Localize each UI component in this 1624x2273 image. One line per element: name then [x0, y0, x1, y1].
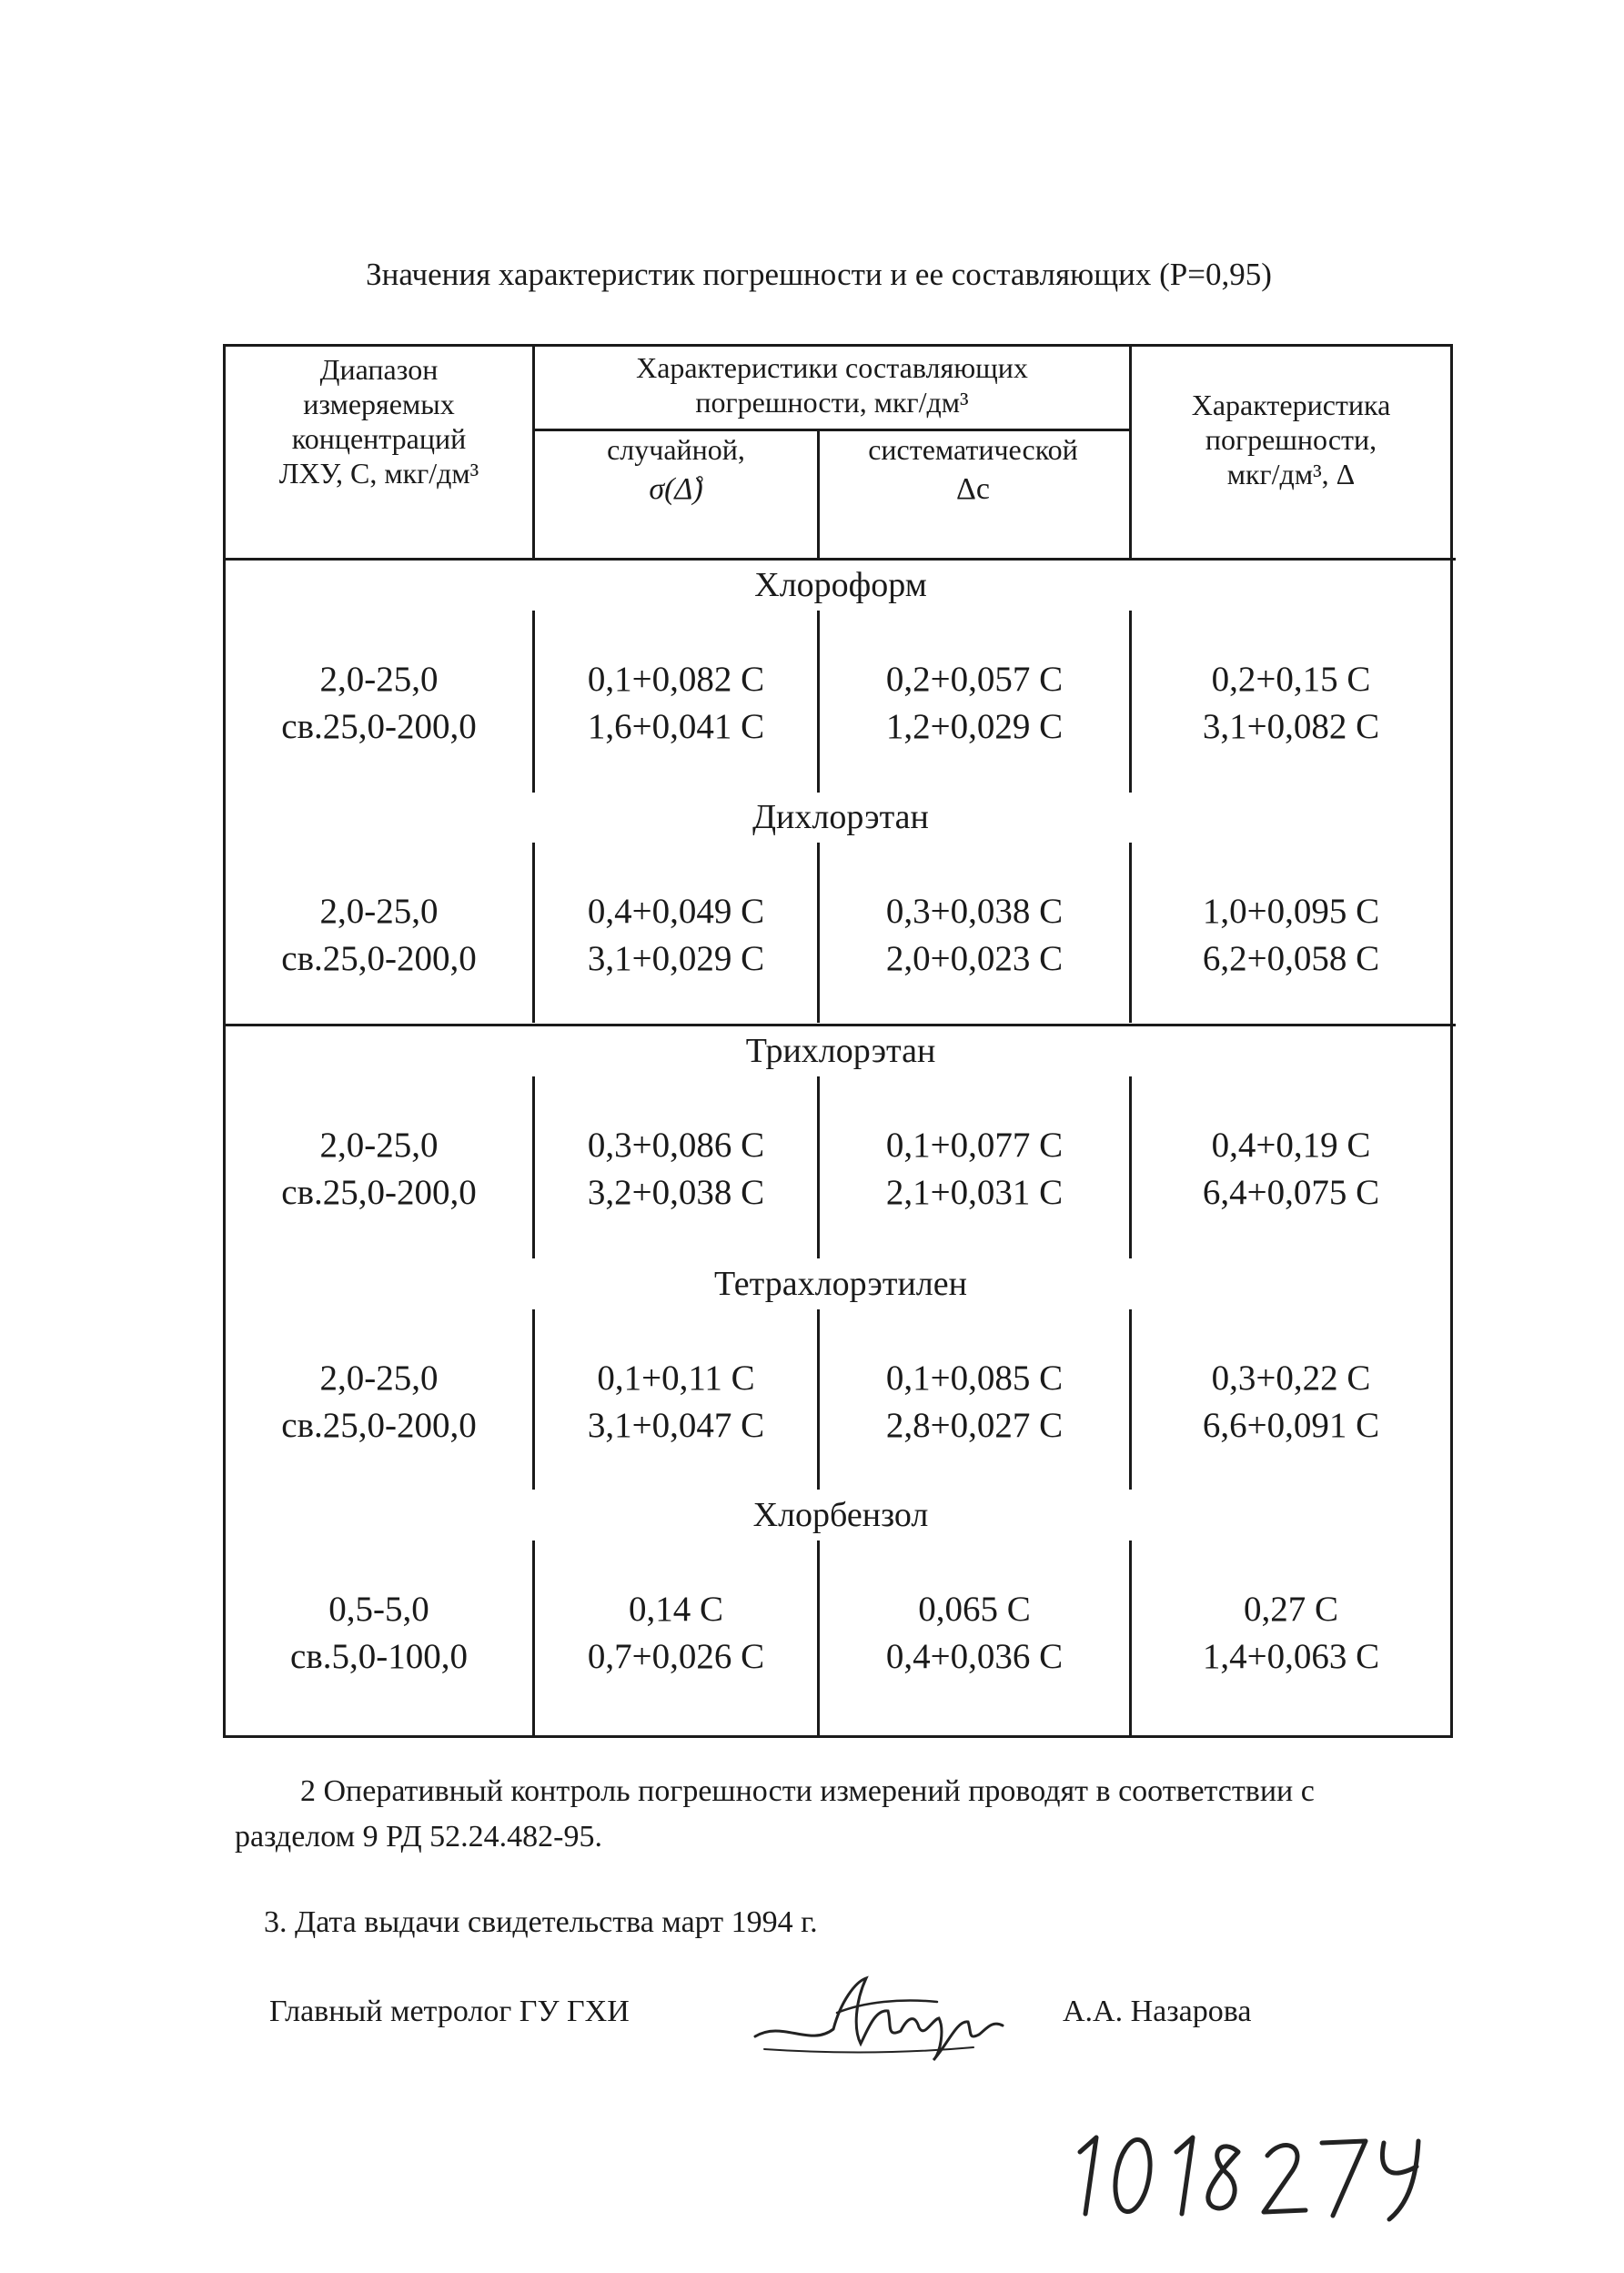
range-value: св.25,0-200,0 — [281, 1173, 477, 1212]
random-cell — [535, 1355, 817, 1450]
range-value: св.25,0-200,0 — [281, 939, 477, 978]
total-cell — [1132, 1355, 1450, 1450]
random-value: 0,7+0,026 С — [587, 1637, 765, 1676]
random-value: 0,14 С — [628, 1590, 723, 1629]
total-cell — [1132, 1122, 1450, 1217]
systematic-value: 1,2+0,029 С — [885, 707, 1064, 746]
range-value: 2,0-25,0 — [319, 1359, 439, 1398]
note-item-2-line1: 2 Оперативный контроль погрешности измерений проводят в соответствии с — [300, 1774, 1315, 1808]
total-value: 0,2+0,15 С — [1211, 660, 1371, 699]
random-value: 0,3+0,086 С — [587, 1126, 765, 1165]
substance-title: Трихлорэтан — [745, 1032, 936, 1070]
substance-title: Хлороформ — [754, 566, 927, 604]
range-value: св.5,0-100,0 — [290, 1637, 468, 1676]
systematic-value: 2,8+0,027 С — [885, 1406, 1064, 1445]
total-value: 1,0+0,095 С — [1202, 892, 1380, 931]
random-value: 1,6+0,041 С — [587, 707, 765, 746]
header-total-line: погрешности, — [1205, 423, 1377, 456]
random-value: 0,1+0,11 С — [597, 1359, 755, 1398]
random-value: 0,1+0,082 С — [587, 660, 765, 699]
random-value: 3,1+0,029 С — [587, 939, 765, 978]
header-subrule — [535, 429, 1132, 431]
header-range-line: измеряемых — [303, 388, 455, 420]
header-components — [535, 350, 1129, 419]
header-vrule — [817, 429, 820, 558]
random-value: 0,4+0,049 С — [587, 892, 765, 931]
systematic-value: 2,1+0,031 С — [885, 1173, 1064, 1212]
signoff-position: Главный метролог ГУ ГХИ — [269, 1995, 630, 2028]
range-value: 2,0-25,0 — [319, 1126, 439, 1165]
header-range — [226, 352, 532, 490]
error-characteristics-table — [223, 344, 1453, 1738]
systematic-value: 0,3+0,038 С — [885, 892, 1064, 931]
range-cell — [226, 656, 532, 751]
header-components-line: погрешности, мкг/дм³ — [695, 386, 969, 419]
note-item-2-line2: разделом 9 РД 52.24.482-95. — [235, 1820, 602, 1854]
header-random-label: случайной, — [607, 433, 745, 466]
range-cell — [226, 1586, 532, 1681]
total-cell — [1132, 888, 1450, 983]
header-systematic — [817, 432, 1129, 507]
systematic-delta-symbol: Δс — [956, 472, 990, 506]
total-value: 6,2+0,058 С — [1202, 939, 1380, 978]
handwritten-signature — [746, 1965, 1019, 2066]
range-cell — [226, 1122, 532, 1217]
header-components-line: Характеристики составляющих — [636, 351, 1028, 384]
handwritten-number — [1060, 2125, 1442, 2225]
substance-title: Хлорбензол — [752, 1496, 929, 1534]
systematic-value: 2,0+0,023 С — [885, 939, 1064, 978]
range-value: 2,0-25,0 — [319, 660, 439, 699]
header-range-line: Диапазон — [319, 353, 439, 386]
total-value: 0,27 С — [1243, 1590, 1338, 1629]
random-cell — [535, 1586, 817, 1681]
header-random — [535, 432, 817, 507]
range-value: св.25,0-200,0 — [281, 1406, 477, 1445]
note-item-3: 3. Дата выдачи свидетельства март 1994 г. — [264, 1905, 818, 1939]
range-value: 0,5-5,0 — [328, 1590, 429, 1629]
systematic-value: 0,1+0,085 С — [885, 1359, 1064, 1398]
total-value: 1,4+0,063 С — [1202, 1637, 1380, 1676]
range-value: св.25,0-200,0 — [281, 707, 477, 746]
total-value: 0,3+0,22 С — [1211, 1359, 1371, 1398]
header-total-line: мкг/дм³, Δ — [1226, 458, 1356, 490]
systematic-value: 0,065 С — [918, 1590, 1031, 1629]
total-value: 3,1+0,082 С — [1202, 707, 1380, 746]
header-vrule — [532, 347, 535, 558]
total-cell — [1132, 1586, 1450, 1681]
header-range-line: ЛХУ, С, мкг/дм³ — [278, 457, 479, 490]
systematic-value: 0,2+0,057 С — [885, 660, 1064, 699]
header-range-line: концентраций — [291, 422, 467, 455]
total-value: 0,4+0,19 С — [1211, 1126, 1371, 1165]
range-cell — [226, 888, 532, 983]
header-systematic-label: систематической — [868, 433, 1078, 466]
table-mid-rule — [226, 1024, 1456, 1026]
signoff-name: А.А. Назарова — [1063, 1995, 1252, 2028]
range-cell — [226, 1355, 532, 1450]
header-bottom-rule — [226, 558, 1456, 561]
systematic-cell — [820, 1355, 1129, 1450]
header-total — [1132, 388, 1450, 491]
random-sigma-symbol: σ(Δ̊) — [649, 472, 703, 506]
substance-title: Дихлорэтан — [752, 798, 929, 836]
table-caption: Значения характеристик погрешности и ее составляющих (Р=0,95) — [366, 257, 1272, 292]
total-value: 6,6+0,091 С — [1202, 1406, 1380, 1445]
systematic-value: 0,1+0,077 С — [885, 1126, 1064, 1165]
total-cell — [1132, 656, 1450, 751]
random-value: 3,2+0,038 С — [587, 1173, 765, 1212]
total-value: 6,4+0,075 С — [1202, 1173, 1380, 1212]
systematic-cell — [820, 888, 1129, 983]
random-cell — [535, 1122, 817, 1217]
systematic-cell — [820, 656, 1129, 751]
header-vrule — [1129, 347, 1132, 558]
random-value: 3,1+0,047 С — [587, 1406, 765, 1445]
header-total-line: Характеристика — [1191, 389, 1391, 421]
substance-title: Тетрахлорэтилен — [714, 1265, 967, 1303]
systematic-value: 0,4+0,036 С — [885, 1637, 1064, 1676]
random-cell — [535, 888, 817, 983]
systematic-cell — [820, 1586, 1129, 1681]
random-cell — [535, 656, 817, 751]
range-value: 2,0-25,0 — [319, 892, 439, 931]
systematic-cell — [820, 1122, 1129, 1217]
